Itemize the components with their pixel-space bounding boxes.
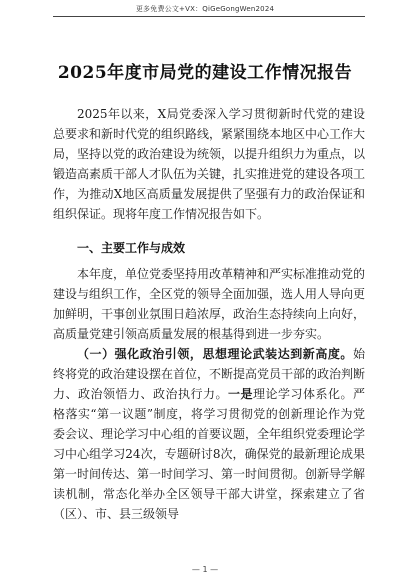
intro-paragraph: 2025年以来，X局党委深入学习贯彻新时代党的建设总要求和新时代党的组织路线，紧紧围绕本地区中心工作大局，坚持以党的政治建设为统领，以提升组织力为重点，以锻造高素质干部人才队伍为关键，扎实推进党的建设各项工作，为推动X地区高质量发展提供了坚强有力的政治保证和组织保证。现将年度工作情况报告如下。 bbox=[53, 107, 366, 221]
subsection-heading: （一）强化政治引领，思想理论武装达到新高度。 bbox=[77, 347, 353, 361]
subsection-paragraph bbox=[53, 344, 365, 524]
document-title: 2025年度市局党的建设工作情况报告 bbox=[57, 63, 353, 83]
section-paragraph: 本年度，单位党委坚持用改革精神和严实标准推动党的建设与组织工作，全区党的领导全面加强，选人用人导向更加鲜明，干事创业氛围日趋浓厚，政治生态持续向上向好，高质量党建引领高质量发展的根基得到进一步夯实。 bbox=[53, 267, 366, 341]
subsection-text-a: 始终将党的政治建设摆在首位，不断提高党员干部的政治判断力、政治领悟力、政治执行力。 bbox=[53, 347, 366, 401]
section-heading: 一、主要工作与成效 bbox=[77, 241, 186, 255]
subsection-point-marker: 一是 bbox=[227, 387, 253, 401]
subsection-text-c: 理论学习体系化。严格落实“第一议题”制度，将学习贯彻党的创新理论作为党委会议、理论学习中心组的首要议题，全年组织党委理论学习中心组学习24次，专题研讨8次，确保党的最新理论成果第一时间传达、第一时间学习、第一时间贯彻。创新导学解读机制，常态化举办全区领导干部大讲堂，探索建立了省（区）、市、县三级领导 bbox=[53, 387, 366, 521]
header-divider bbox=[53, 16, 365, 17]
page-number: — 1 — bbox=[191, 565, 219, 574]
header-note: 更多免费公文+VX：QiGeGongWen2024 bbox=[135, 5, 275, 13]
